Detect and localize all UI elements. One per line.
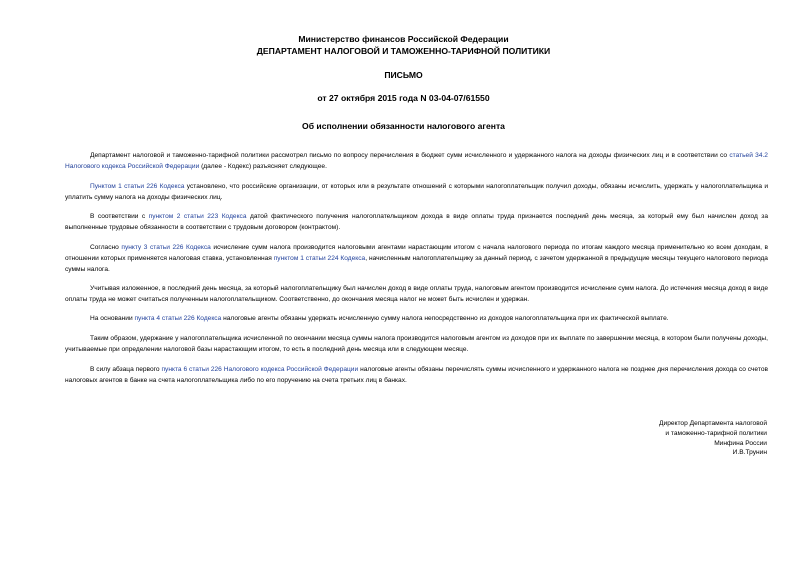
paragraph-text: Учитывая изложенное, в последний день месяца, за который налогоплательщику был начислен доход в виде оплаты труда, налоговым агентом производится исчисление сумм налога. До истечения месяца доход в виде оплаты труда не может считаться полученным налогоплательщиком. Соответственно, до окончания месяца налог не может быть исчислен и удержан. bbox=[65, 285, 768, 303]
paragraph-2 bbox=[65, 181, 768, 203]
paragraph-7 bbox=[65, 333, 768, 355]
link-p1-art224[interactable]: пунктом 1 статьи 224 Кодекса bbox=[273, 255, 366, 262]
link-p6-art226[interactable]: пункта 6 статьи 226 Налогового кодекса Российской Федерации bbox=[161, 366, 359, 373]
signature-line: Минфина России bbox=[714, 439, 767, 447]
department-name: ДЕПАРТАМЕНТ НАЛОГОВОЙ И ТАМОЖЕННО-ТАРИФНОЙ ПОЛИТИКИ bbox=[256, 46, 551, 56]
signature-block bbox=[659, 419, 767, 458]
paragraph-8 bbox=[65, 364, 768, 386]
paragraph-text: налоговые агенты обязаны перечислять суммы исчисленного и удержанного налога не позднее дня перечисления дохода со счетов налоговых агентов в банке на счета налогоплательщика либо по его поручению на счета третьих лиц в банках. bbox=[65, 366, 768, 384]
document-title: Об исполнении обязанности налогового агента bbox=[302, 121, 505, 131]
paragraph-text: налоговые агенты обязаны удержать исчисленную сумму налога непосредственно из доходов налогоплательщика при их фактической выплате. bbox=[221, 315, 669, 322]
paragraph-text: В силу абзаца первого bbox=[90, 366, 162, 373]
link-p1-art226[interactable]: Пунктом 1 статьи 226 Кодекса bbox=[90, 183, 185, 190]
signature-line: и таможенно-тарифной политики bbox=[665, 429, 767, 437]
paragraph-text: Согласно bbox=[90, 244, 122, 251]
paragraph-6 bbox=[65, 313, 768, 324]
paragraph-text: На основании bbox=[90, 315, 135, 322]
link-p3-art226[interactable]: пункту 3 статьи 226 Кодекса bbox=[121, 244, 211, 251]
link-p4-art226[interactable]: пункта 4 статьи 226 Кодекса bbox=[134, 315, 222, 322]
paragraph-text: исчисление сумм налога производится налоговыми агентами нарастающим итогом с начала налогового периода по итогам каждого месяца применительно ко всем доходам, в отношении которых применяется налоговая ставка, установленная bbox=[65, 244, 768, 262]
paragraph-3 bbox=[65, 211, 768, 233]
paragraph-1 bbox=[65, 150, 768, 172]
paragraph-text: Таким образом, удержание у налогоплательщика исчисленной по окончании месяца суммы налога производится налоговым агентом из доходов при их выплате по завершении месяца, в котором были получены доходы, учитываемые при определении налоговой базы нарастающим итогом, то есть в последний день месяца или в следующем месяце. bbox=[65, 335, 768, 353]
paragraph-4 bbox=[65, 242, 768, 275]
ministry-name: Министерство финансов Российской Федерации bbox=[298, 34, 509, 44]
signature-line: Директор Департамента налоговой bbox=[659, 420, 767, 427]
paragraph-text: установлено, что российские организации, от которых или в результате отношений с которыми налогоплательщик получил доходы, обязаны исчислить, удержать у налогоплательщика и уплатить сумму налога на доходы физических лиц. bbox=[65, 183, 769, 201]
signature-name: И.В.Трунин bbox=[732, 449, 767, 457]
document-reference: от 27 октября 2015 года N 03-04-07/61550 bbox=[317, 93, 490, 103]
paragraph-text: В соответствии с bbox=[90, 213, 149, 220]
paragraph-text: , начисленным налогоплательщику за данный период, с зачетом удержанной в предыдущие месяцы текущего налогового периода суммы налога. bbox=[65, 255, 768, 273]
link-p2-art223[interactable]: пунктом 2 статьи 223 Кодекса bbox=[148, 213, 247, 220]
paragraph-text: Департамент налоговой и таможенно-тарифной политики рассмотрел письмо по вопросу перечисления в бюджет сумм исчисленного и удержанного налога на доходы физических лиц и в соответствии со bbox=[90, 152, 730, 159]
document-type: ПИСЬМО bbox=[384, 70, 423, 80]
paragraph-text: датой фактического получения налогоплательщиком дохода в виде оплаты труда признается последний день месяца, за который ему был начислен доход за выполненные трудовые обязанности в соответствии с трудовым договором (контрактом). bbox=[65, 213, 769, 231]
link-article-34-2[interactable]: статьей 34.2 Налогового кодекса Российской Федерации bbox=[65, 152, 768, 170]
paragraph-text: (далее - Кодекс) разъясняет следующее. bbox=[199, 163, 327, 170]
paragraph-5 bbox=[65, 283, 768, 305]
